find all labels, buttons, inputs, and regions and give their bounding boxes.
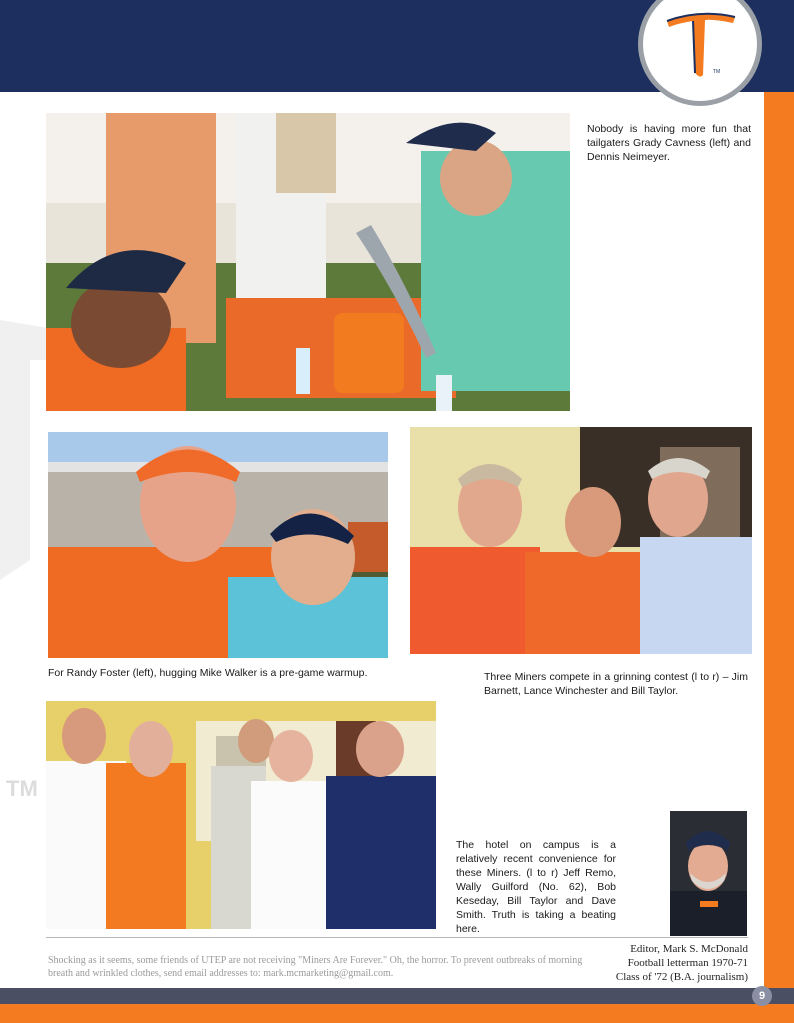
three-men-scene <box>410 427 752 654</box>
editor-headshot <box>670 811 747 936</box>
photo-editor-portrait <box>670 811 747 936</box>
caption-three-miners: Three Miners compete in a grinning contest (l to r) – Jim Barnett, Lance Winchester and Bill Taylor. <box>484 671 748 697</box>
right-orange-stripe <box>764 92 794 992</box>
watermark-tm: TM <box>6 776 38 801</box>
stadium-hug-scene <box>48 432 388 658</box>
hotel-group-scene <box>46 701 436 929</box>
photo-three-miners <box>410 427 752 654</box>
editor-letterman: Football letterman 1970-71 <box>627 957 748 969</box>
svg-text:TM: TM <box>713 69 721 75</box>
photo-foster-walker <box>48 432 388 658</box>
caption-foster-walker: For Randy Foster (left), hugging Mike Walker is a pre-game warmup. <box>48 667 368 679</box>
caption-tailgaters: Nobody is having more fun that tailgaters Grady Cavness (left) and Dennis Neimeyer. <box>587 123 751 163</box>
bottom-navy-band <box>0 988 794 1004</box>
page-number-badge: 9 <box>752 986 772 1006</box>
pickaxe-t-icon <box>643 0 757 101</box>
footer-divider <box>46 937 748 938</box>
editor-class: Class of '72 (B.A. journalism) <box>615 971 748 983</box>
photo-tailgaters <box>46 113 570 411</box>
photo-hotel-group <box>46 701 436 929</box>
caption-hotel: The hotel on campus is a relatively recent convenience for these Miners. (l to r) Jeff Remo, Wally Guilford (No. 62), Bob Keseday, Bill Taylor and Dave Smith. Truth is taking a beating here. <box>456 839 616 935</box>
tailgate-scene <box>46 113 570 411</box>
footer-note: Shocking as it seems, some friends of UTEP are not receiving "Miners Are Forever." Oh, the horror. To prevent outbreaks of morning breath and wrinkled clothes, send email addresses to: mark.mcmarketing@gmail.com. <box>48 955 583 979</box>
bottom-orange-band <box>0 1004 794 1023</box>
utep-logo <box>638 0 762 106</box>
editor-credit <box>548 942 748 984</box>
editor-name: Editor, Mark S. McDonald <box>630 943 748 955</box>
